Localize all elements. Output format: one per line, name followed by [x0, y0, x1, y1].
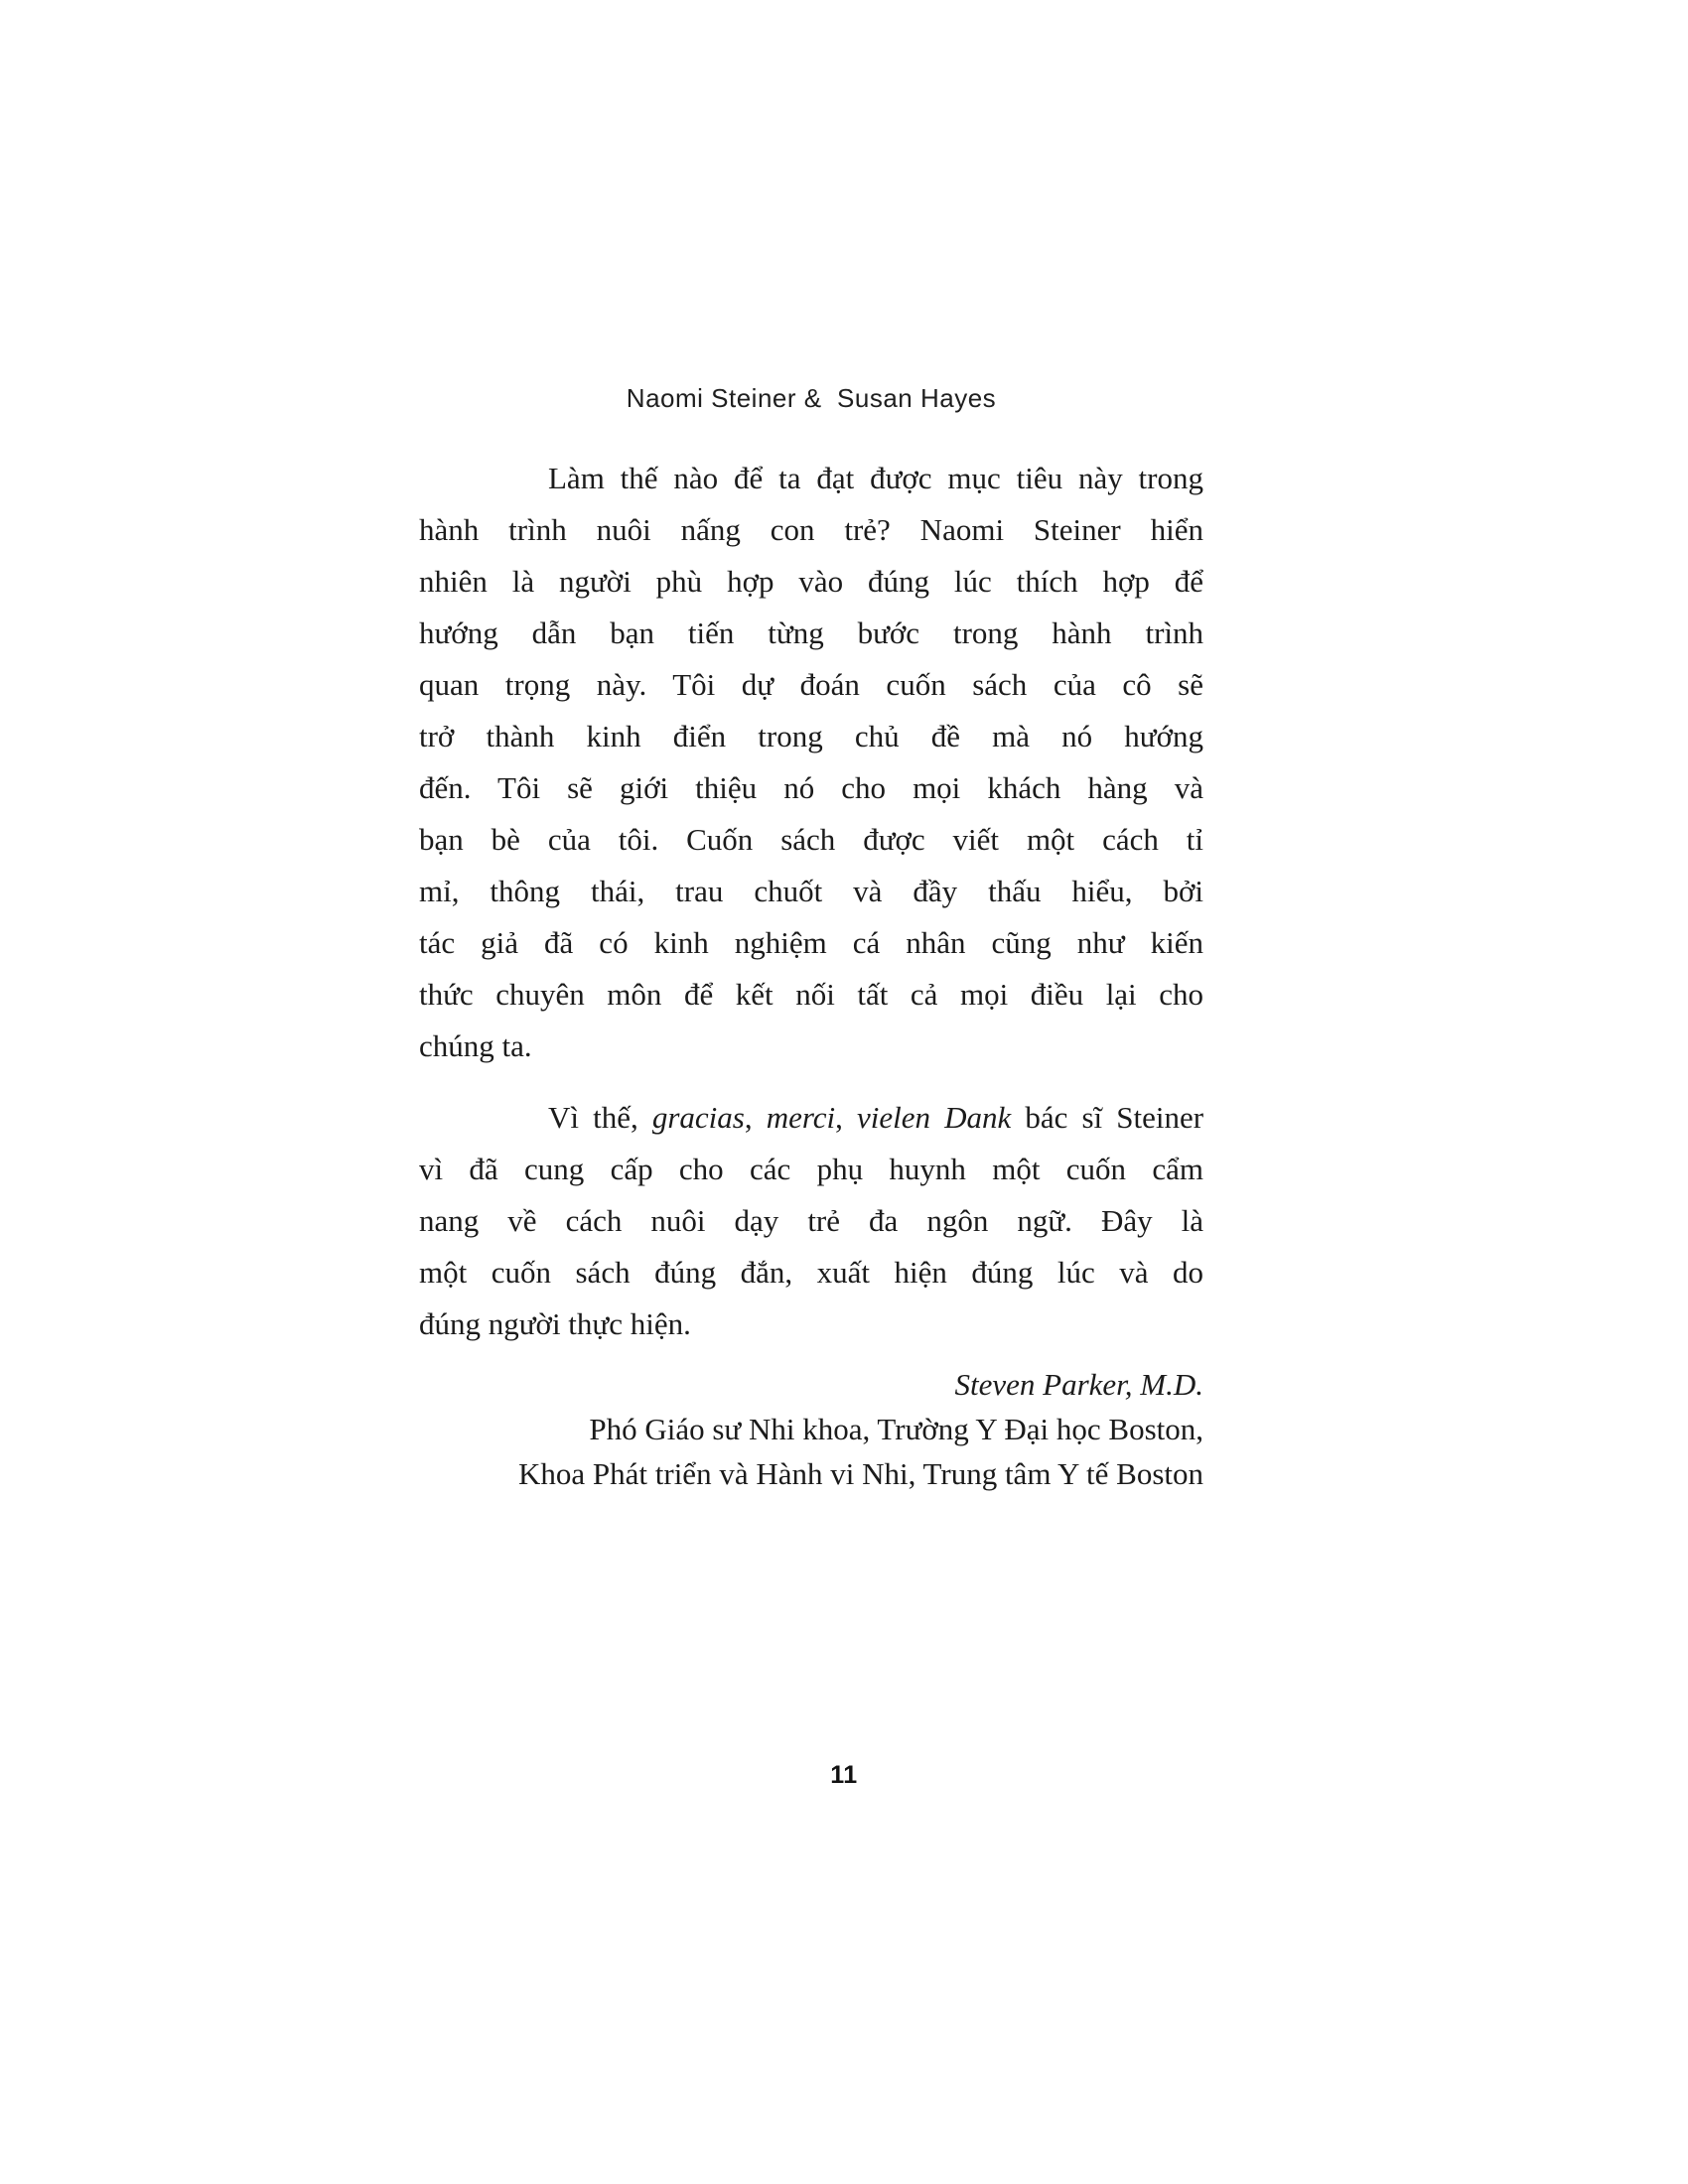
text-segment: hành trình nuôi nấng con trẻ? Naomi Steiner hiển — [419, 512, 1203, 547]
text-line — [419, 659, 1203, 711]
text-segment: nhiên là người phù hợp vào đúng lúc thích hợp để — [419, 564, 1203, 599]
text-line — [419, 762, 1203, 814]
text-line — [419, 556, 1203, 608]
text-segment: một cuốn sách đúng đắn, xuất hiện đúng lúc và do — [419, 1255, 1203, 1290]
affiliation-line-1: Phó Giáo sư Nhi khoa, Trường Y Đại học Boston, — [589, 1412, 1203, 1446]
text-segment: tác giả đã có kinh nghiệm cá nhân cũng như kiến — [419, 925, 1203, 960]
text-line — [419, 1092, 1203, 1144]
text-line — [419, 608, 1203, 659]
italic-phrase: merci — [766, 1100, 836, 1135]
text-line — [419, 1247, 1203, 1298]
text-segment: thức chuyên môn để kết nối tất cả mọi điều lại cho — [419, 977, 1203, 1012]
signature-block — [419, 1362, 1203, 1496]
text-column — [419, 0, 1203, 2184]
text-segment: nang về cách nuôi dạy trẻ đa ngôn ngữ. Đây là — [419, 1203, 1203, 1238]
text-line — [419, 711, 1203, 762]
text-segment: , — [744, 1100, 767, 1135]
text-segment: đúng người thực hiện. — [419, 1306, 691, 1341]
text-segment: mỉ, thông thái, trau chuốt và đầy thấu hiểu, bởi — [419, 874, 1203, 908]
text-segment: vì đã cung cấp cho các phụ huynh một cuốn cẩm — [419, 1152, 1203, 1186]
text-line — [419, 1298, 1203, 1350]
text-segment: quan trọng này. Tôi dự đoán cuốn sách của cô sẽ — [419, 667, 1203, 702]
page-number: 11 — [830, 1761, 858, 1789]
text-segment: , — [835, 1100, 857, 1135]
text-segment: chúng ta. — [419, 1028, 532, 1063]
text-line — [419, 917, 1203, 969]
text-segment: Làm thế nào để ta đạt được mục tiêu này trong — [548, 461, 1203, 495]
text-segment: bác sĩ Steiner — [1011, 1100, 1204, 1135]
paragraph — [419, 1092, 1203, 1350]
text-line — [419, 504, 1203, 556]
italic-phrase: gracias — [651, 1100, 745, 1135]
body-text — [419, 453, 1203, 1350]
text-segment: hướng dẫn bạn tiến từng bước trong hành trình — [419, 615, 1203, 650]
paragraph — [419, 453, 1203, 1072]
text-line — [419, 866, 1203, 917]
text-segment: trở thành kinh điển trong chủ đề mà nó hướng — [419, 719, 1203, 753]
text-line — [419, 969, 1203, 1021]
affiliation-line-2: Khoa Phát triển và Hành vi Nhi, Trung tâm Y tế Boston — [518, 1456, 1203, 1491]
text-line — [419, 453, 1203, 504]
italic-phrase: vielen Dank — [856, 1100, 1012, 1135]
running-header-authors: Naomi Steiner & Susan Hayes — [626, 383, 997, 413]
text-line — [419, 1021, 1203, 1072]
text-segment: đến. Tôi sẽ giới thiệu nó cho mọi khách hàng và — [419, 770, 1203, 805]
text-line — [419, 1195, 1203, 1247]
text-segment: Vì thế, — [548, 1100, 652, 1135]
text-line — [419, 1144, 1203, 1195]
signature-name: Steven Parker, M.D. — [954, 1367, 1203, 1402]
text-segment: bạn bè của tôi. Cuốn sách được viết một cách tỉ — [419, 822, 1203, 857]
text-line — [419, 814, 1203, 866]
